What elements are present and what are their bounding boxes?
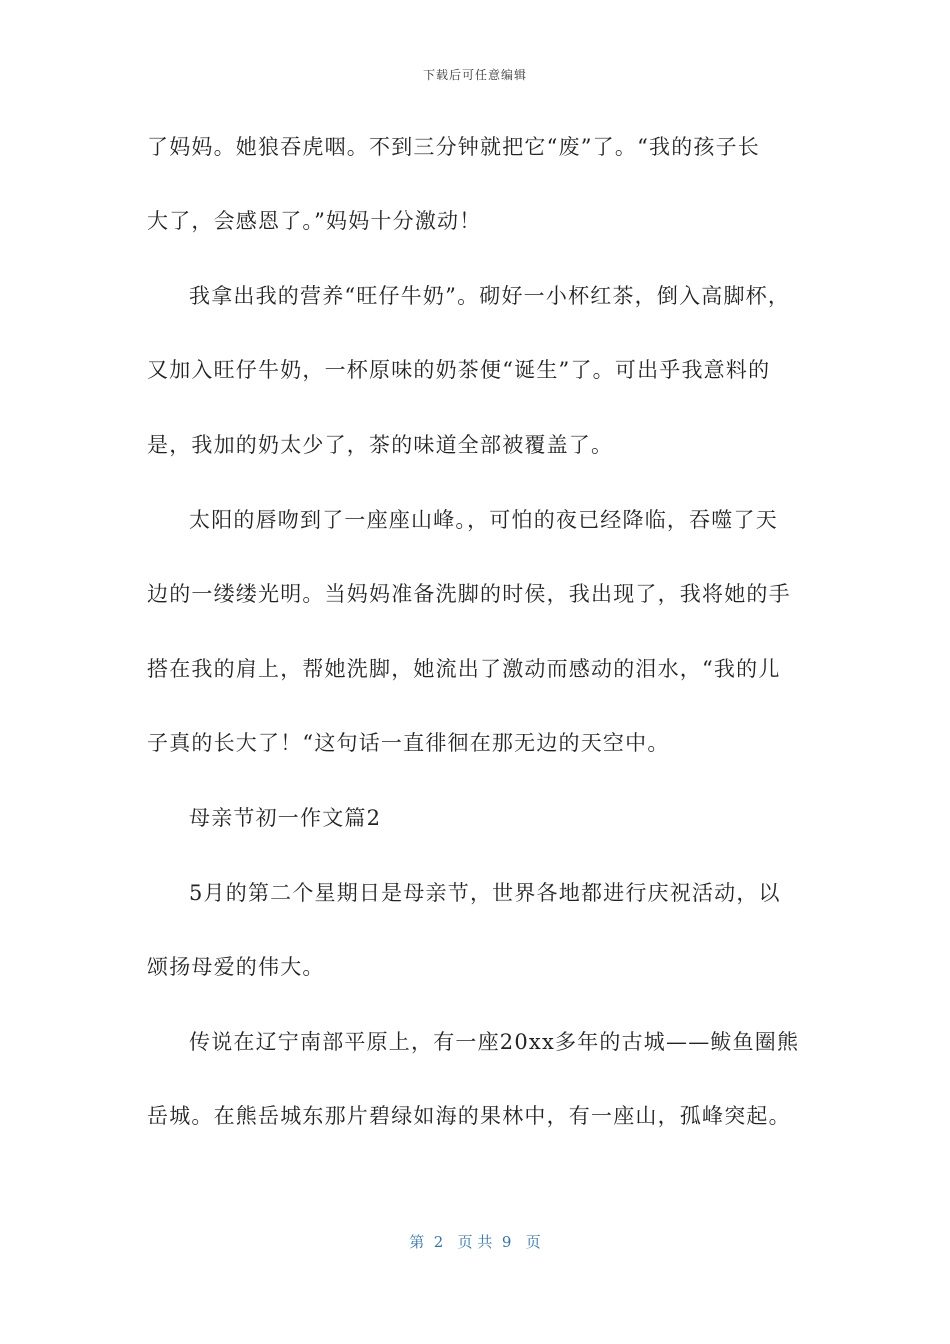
page-footer: 第 2 页 共 9 页 [409,1233,541,1251]
paragraph-line: 岳城。在熊岳城东那片碧绿如海的果林中，有一座山，孤峰突起。 [147,1104,791,1128]
paragraph-line: 搭在我的肩上，帮她洗脚，她流出了激动而感动的泪水，“我的儿 [147,657,781,681]
paragraph-line: 传说在辽宁南部平原上，有一座20xx多年的古城——鲅鱼圈熊 [189,1030,800,1054]
page-header: 下载后可任意编辑 [422,68,527,82]
paragraph-line: 了妈妈。她狼吞虎咽。不到三分钟就把它“废”了。“我的孩子长 [147,135,761,159]
paragraph-line: 子真的长大了！“这句话一直徘徊在那无边的天空中。 [147,731,670,755]
paragraph-line: 又加入旺仔牛奶，一杯原味的奶茶便“诞生”了。可出乎我意料的 [147,358,771,382]
paragraph-line: 大了，会感恩了。”妈妈十分激动！ [147,209,482,233]
section-heading: 母亲节初一作文篇2 [189,806,382,830]
paragraph-line: 我拿出我的营养“旺仔牛奶”。砌好一小杯红茶，倒入高脚杯， [189,284,791,308]
paragraph-line: 太阳的唇吻到了一座座山峰。，可怕的夜已经降临，吞噬了天 [189,508,778,532]
paragraph-line: 边的一缕缕光明。当妈妈准备洗脚的时侯，我出现了，我将她的手 [147,582,791,606]
paragraph-line: 是，我加的奶太少了，茶的味道全部被覆盖了。 [147,433,614,457]
paragraph-line: 颂扬母爱的伟大。 [147,955,325,979]
paragraph-line: 5月的第二个星期日是母亲节，世界各地都进行庆祝活动，以 [189,881,781,905]
